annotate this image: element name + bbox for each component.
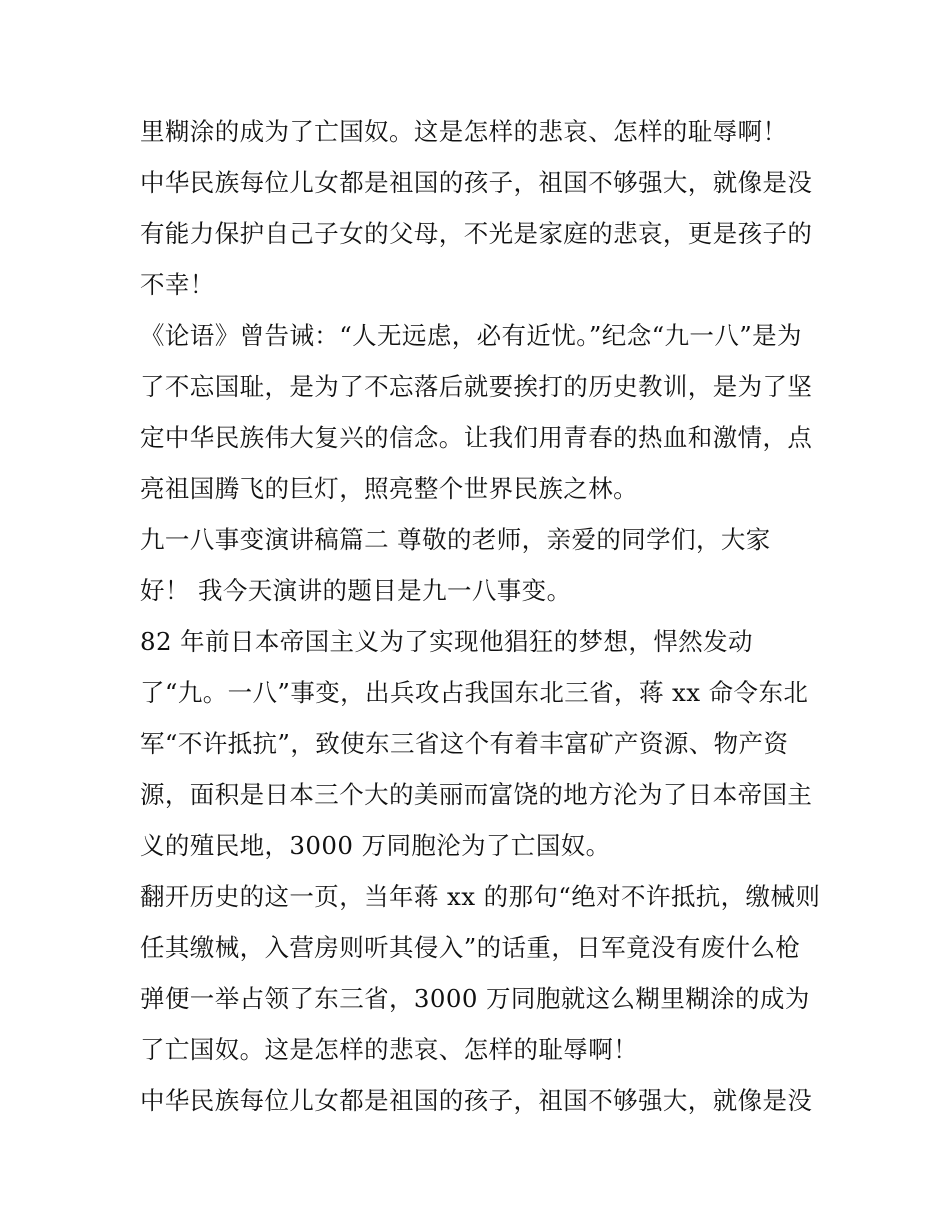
text-line: 有能力保护自己子女的父母，不光是家庭的悲哀，更是孩子的 bbox=[140, 219, 813, 248]
text-line: 军“不许抵抗”，致使东三省这个有着丰富矿产资源、物产资 bbox=[140, 729, 789, 758]
text-line: 了“九。一八”事变，出兵攻占我国东北三省，蒋 xx 命令东北 bbox=[140, 678, 809, 707]
section-heading-line: 九一八事变演讲稿篇二 尊敬的老师，亲爱的同学们，大家 bbox=[140, 525, 771, 554]
text-line: 中华民族每位儿女都是祖国的孩子，祖国不够强大，就像是没 bbox=[140, 168, 813, 197]
text-line: 不幸！ bbox=[140, 270, 215, 299]
text-line: 里糊涂的成为了亡国奴。这是怎样的悲哀、怎样的耻辱啊！ bbox=[140, 117, 788, 146]
text-line: 亮祖国腾飞的巨灯，照亮整个世界民族之林。 bbox=[140, 474, 638, 503]
text-line: 翻开历史的这一页，当年蒋 xx 的那句“绝对不许抵抗，缴械则 bbox=[140, 882, 821, 911]
document-body bbox=[140, 110, 830, 1130]
text-line: 了不忘国耻，是为了不忘落后就要挨打的历史教训，是为了坚 bbox=[140, 372, 813, 401]
text-line: 了亡国奴。这是怎样的悲哀、怎样的耻辱啊！ bbox=[140, 1035, 638, 1064]
text-line: 弹便一举占领了东三省，3000 万同胞就这么糊里糊涂的成为 bbox=[140, 984, 810, 1013]
text-line: 82 年前日本帝国主义为了实现他猖狂的梦想，悍然发动 bbox=[140, 627, 753, 656]
text-line: 《论语》曾告诫：“人无远虑，必有近忧。”纪念“九一八”是为 bbox=[140, 321, 802, 350]
text-line: 中华民族每位儿女都是祖国的孩子，祖国不够强大，就像是没 bbox=[140, 1086, 813, 1115]
text-line: 好！ 我今天演讲的题目是九一八事变。 bbox=[140, 576, 572, 605]
text-line: 定中华民族伟大复兴的信念。让我们用青春的热血和激情，点 bbox=[140, 423, 813, 452]
text-line: 义的殖民地，3000 万同胞沦为了亡国奴。 bbox=[140, 831, 611, 860]
text-line: 任其缴械，入营房则听其侵入”的话重，日军竟没有废什么枪 bbox=[140, 933, 801, 962]
text-line: 源，面积是日本三个大的美丽而富饶的地方沦为了日本帝国主 bbox=[140, 780, 813, 809]
